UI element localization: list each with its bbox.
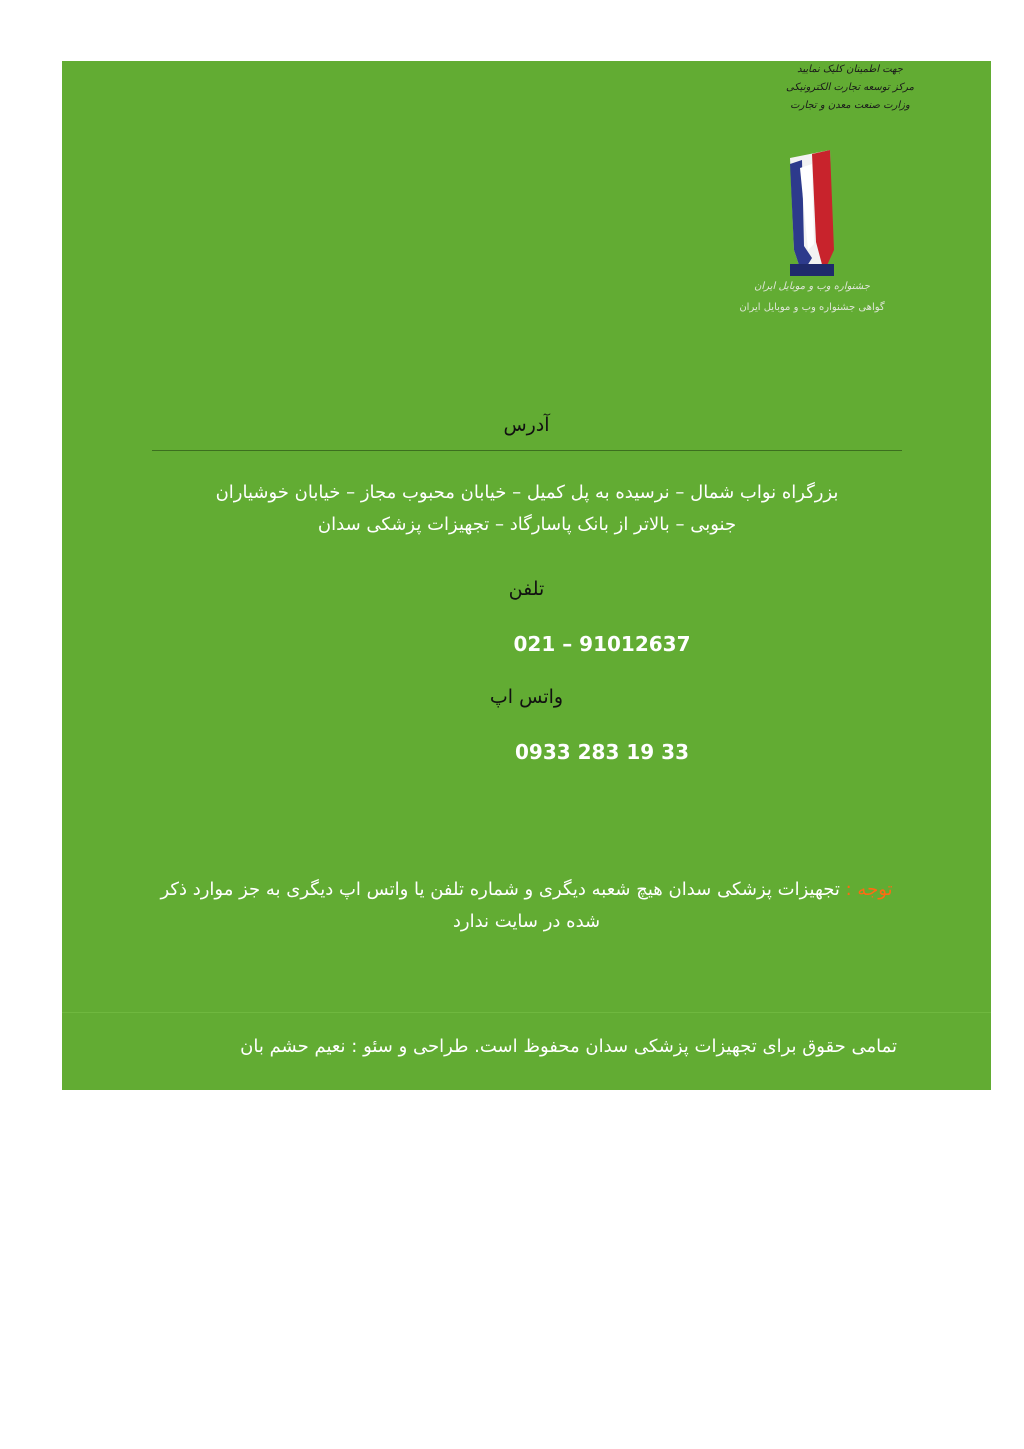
phone-number[interactable]: 021 – 91012637 bbox=[513, 632, 691, 656]
footer-divider bbox=[62, 1012, 991, 1013]
address-text bbox=[152, 477, 902, 541]
notice bbox=[92, 874, 961, 938]
notice-label: توجه bbox=[857, 879, 893, 900]
copyright-text: تمامی حقوق برای تجهیزات پزشکی سدان محفوظ است. طراحی و سئو : نعیم حشم بان bbox=[240, 1036, 897, 1057]
award-caption: گواهی جشنواره وب و موبایل ایران bbox=[739, 302, 885, 313]
notice-line-1 bbox=[92, 874, 961, 906]
enamad-badge[interactable] bbox=[770, 61, 930, 121]
notice-separator: : bbox=[845, 879, 852, 900]
trophy-icon bbox=[772, 146, 852, 281]
site-footer bbox=[62, 61, 991, 1090]
address-heading: آدرس bbox=[503, 414, 550, 436]
notice-text: تجهیزات پزشکی سدان هیچ شعبه دیگری و شماره تلفن یا واتس اپ دیگری به جز موارد ذکر bbox=[160, 879, 840, 900]
address-line: جنوبی – بالاتر از بانک پاسارگاد – تجهیزات پزشکی سدان bbox=[317, 514, 737, 535]
phone-heading: تلفن bbox=[508, 578, 545, 600]
notice-line-2: شده در سایت ندارد bbox=[452, 911, 601, 932]
whatsapp-number[interactable]: 0933 283 19 33 bbox=[515, 740, 689, 764]
address-divider bbox=[152, 450, 902, 451]
address-line: بزرگراه نواب شمال – نرسیده به پل کمیل – خیابان محبوب مجاز – خیابان خوشیاران bbox=[215, 482, 839, 503]
award-title: جشنواره وب و موبایل ایران bbox=[754, 281, 870, 292]
whatsapp-heading: واتس اپ bbox=[489, 686, 564, 708]
enamad-line: وزارت صنعت معدن و تجارت bbox=[790, 100, 910, 111]
enamad-line: جهت اطمینان کلیک نمایید bbox=[797, 64, 903, 75]
enamad-line: مرکز توسعه تجارت الکترونیکی bbox=[785, 82, 915, 93]
web-festival-badge[interactable] bbox=[712, 146, 912, 326]
